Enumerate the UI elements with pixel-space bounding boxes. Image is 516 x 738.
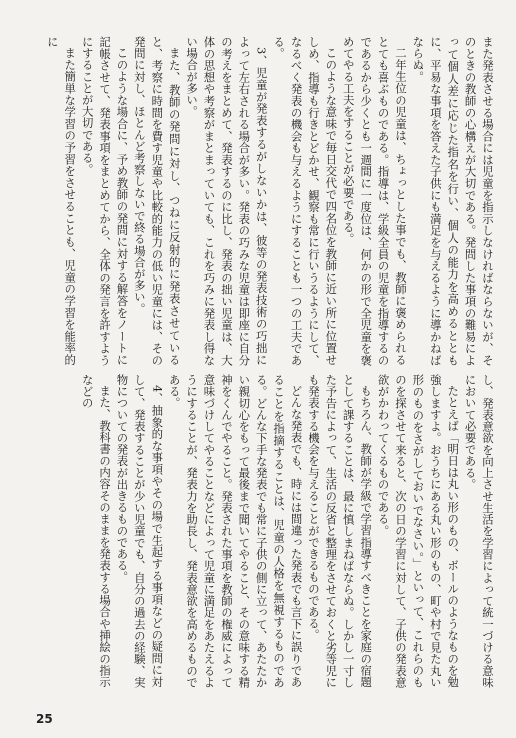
paragraph: また、教科書の内容そのままを発表する場合や挿絵の指示などの [80, 374, 113, 688]
paragraph: 4、抽象的な事項やその場で生起する事項などの疑問に対して、発表することが少い児童でも、自分の過去の経験、実物についての発表が出きるものである。 [115, 374, 165, 688]
page-number: 25 [36, 712, 53, 726]
upper-text-block [40, 36, 496, 366]
paragraph: このような場合に、予め教師の発問に対する解答をノートに記帳させて、発表事項をまとめてから、全体の発言を許すようにすることが大切である。 [80, 36, 130, 366]
paragraph: また発表させる場合には児童を指示しなければならないが、そのときの教師の心構えが大切である。発問した事項の難易によって個人差に応じた指名を行い、個人の能力を高めるとともに、平易な事項を答えた子供にも満足を与えるように導かねばならぬ。 [411, 36, 495, 366]
lower-text-block [40, 374, 496, 688]
paragraph: このような意味で毎日交代で四名位を教師に近い所に位置せしめ、指導も行きとどかせ、観察も常に行いうるようにして、なるべく発表の機会も与えるようにすることも一つの工夫である。 [272, 36, 339, 366]
paragraph: もちろん、教師が学級で学習指導すべきことを家庭の宿題として課することは、最に慎しまねばならぬ。しかし一寸した予告によって、生活の反省と整理をさせておくと劣等児にも発表する機会を与えることができるものである。 [306, 374, 374, 688]
paragraph: どんな発表でも、時には間違った発表でも言下に誤りであることを指摘することは、児童の人格を無視するものである。どんな下手な発表でも常に子供の側に立って、あたたかい親切心をもって最後まで聞いてやること、その意味する精神をくんでやること。発表された事項を教師の権威によって意味づけしてやることなどによって児童に満足をあたえるようにすることが、発表力を助長し、発表意欲を高めるものである。 [167, 374, 304, 688]
paragraph: 3、児童が発表するがしないかは、彼等の発表技術の巧拙によって左右される場合が多い。発表の巧みな児童は即座に自分の考えをまとめて、発表するのに比し、発表の拙い児童は、大体の思想や考察がまとまっていても、これを巧みに発表し得ない場合が多い。 [185, 36, 269, 366]
paragraph: また、教師の発問に対し、つねに反射的に発表させていると、考察に時間を費す児童や比較的能力の低い児童には、その発問に対し、ほとんど考察しないで終る場合が多い。 [132, 36, 182, 366]
paragraph: し、発表意欲を向上させ生活を学習によって統一づける意味において必要である。 [463, 374, 495, 688]
paragraph: たとえば「明日は丸い形のもの、ボールのようなものを勉強しますよ。おうちにある丸い形のもの、町や村で見た丸い形のものをさがしておいでなさい。」といって、これらのものを探させて来ると、次の日の学習に対して、子供の発表意欲がかわってくるものである。 [376, 374, 461, 688]
paragraph: 二年生位の児童は、ちょっとした事でも、教師に褒められるとても喜ぶものである。指導は、学級全員の児童を指導するのであるから少くとも一週間に一度位は、何かの形で全児童を褒めてやる工夫をすることが必要である。 [341, 36, 408, 366]
paragraph: また簡単な学習の予習をさせることも、児童の学習を能率的に [45, 36, 78, 366]
